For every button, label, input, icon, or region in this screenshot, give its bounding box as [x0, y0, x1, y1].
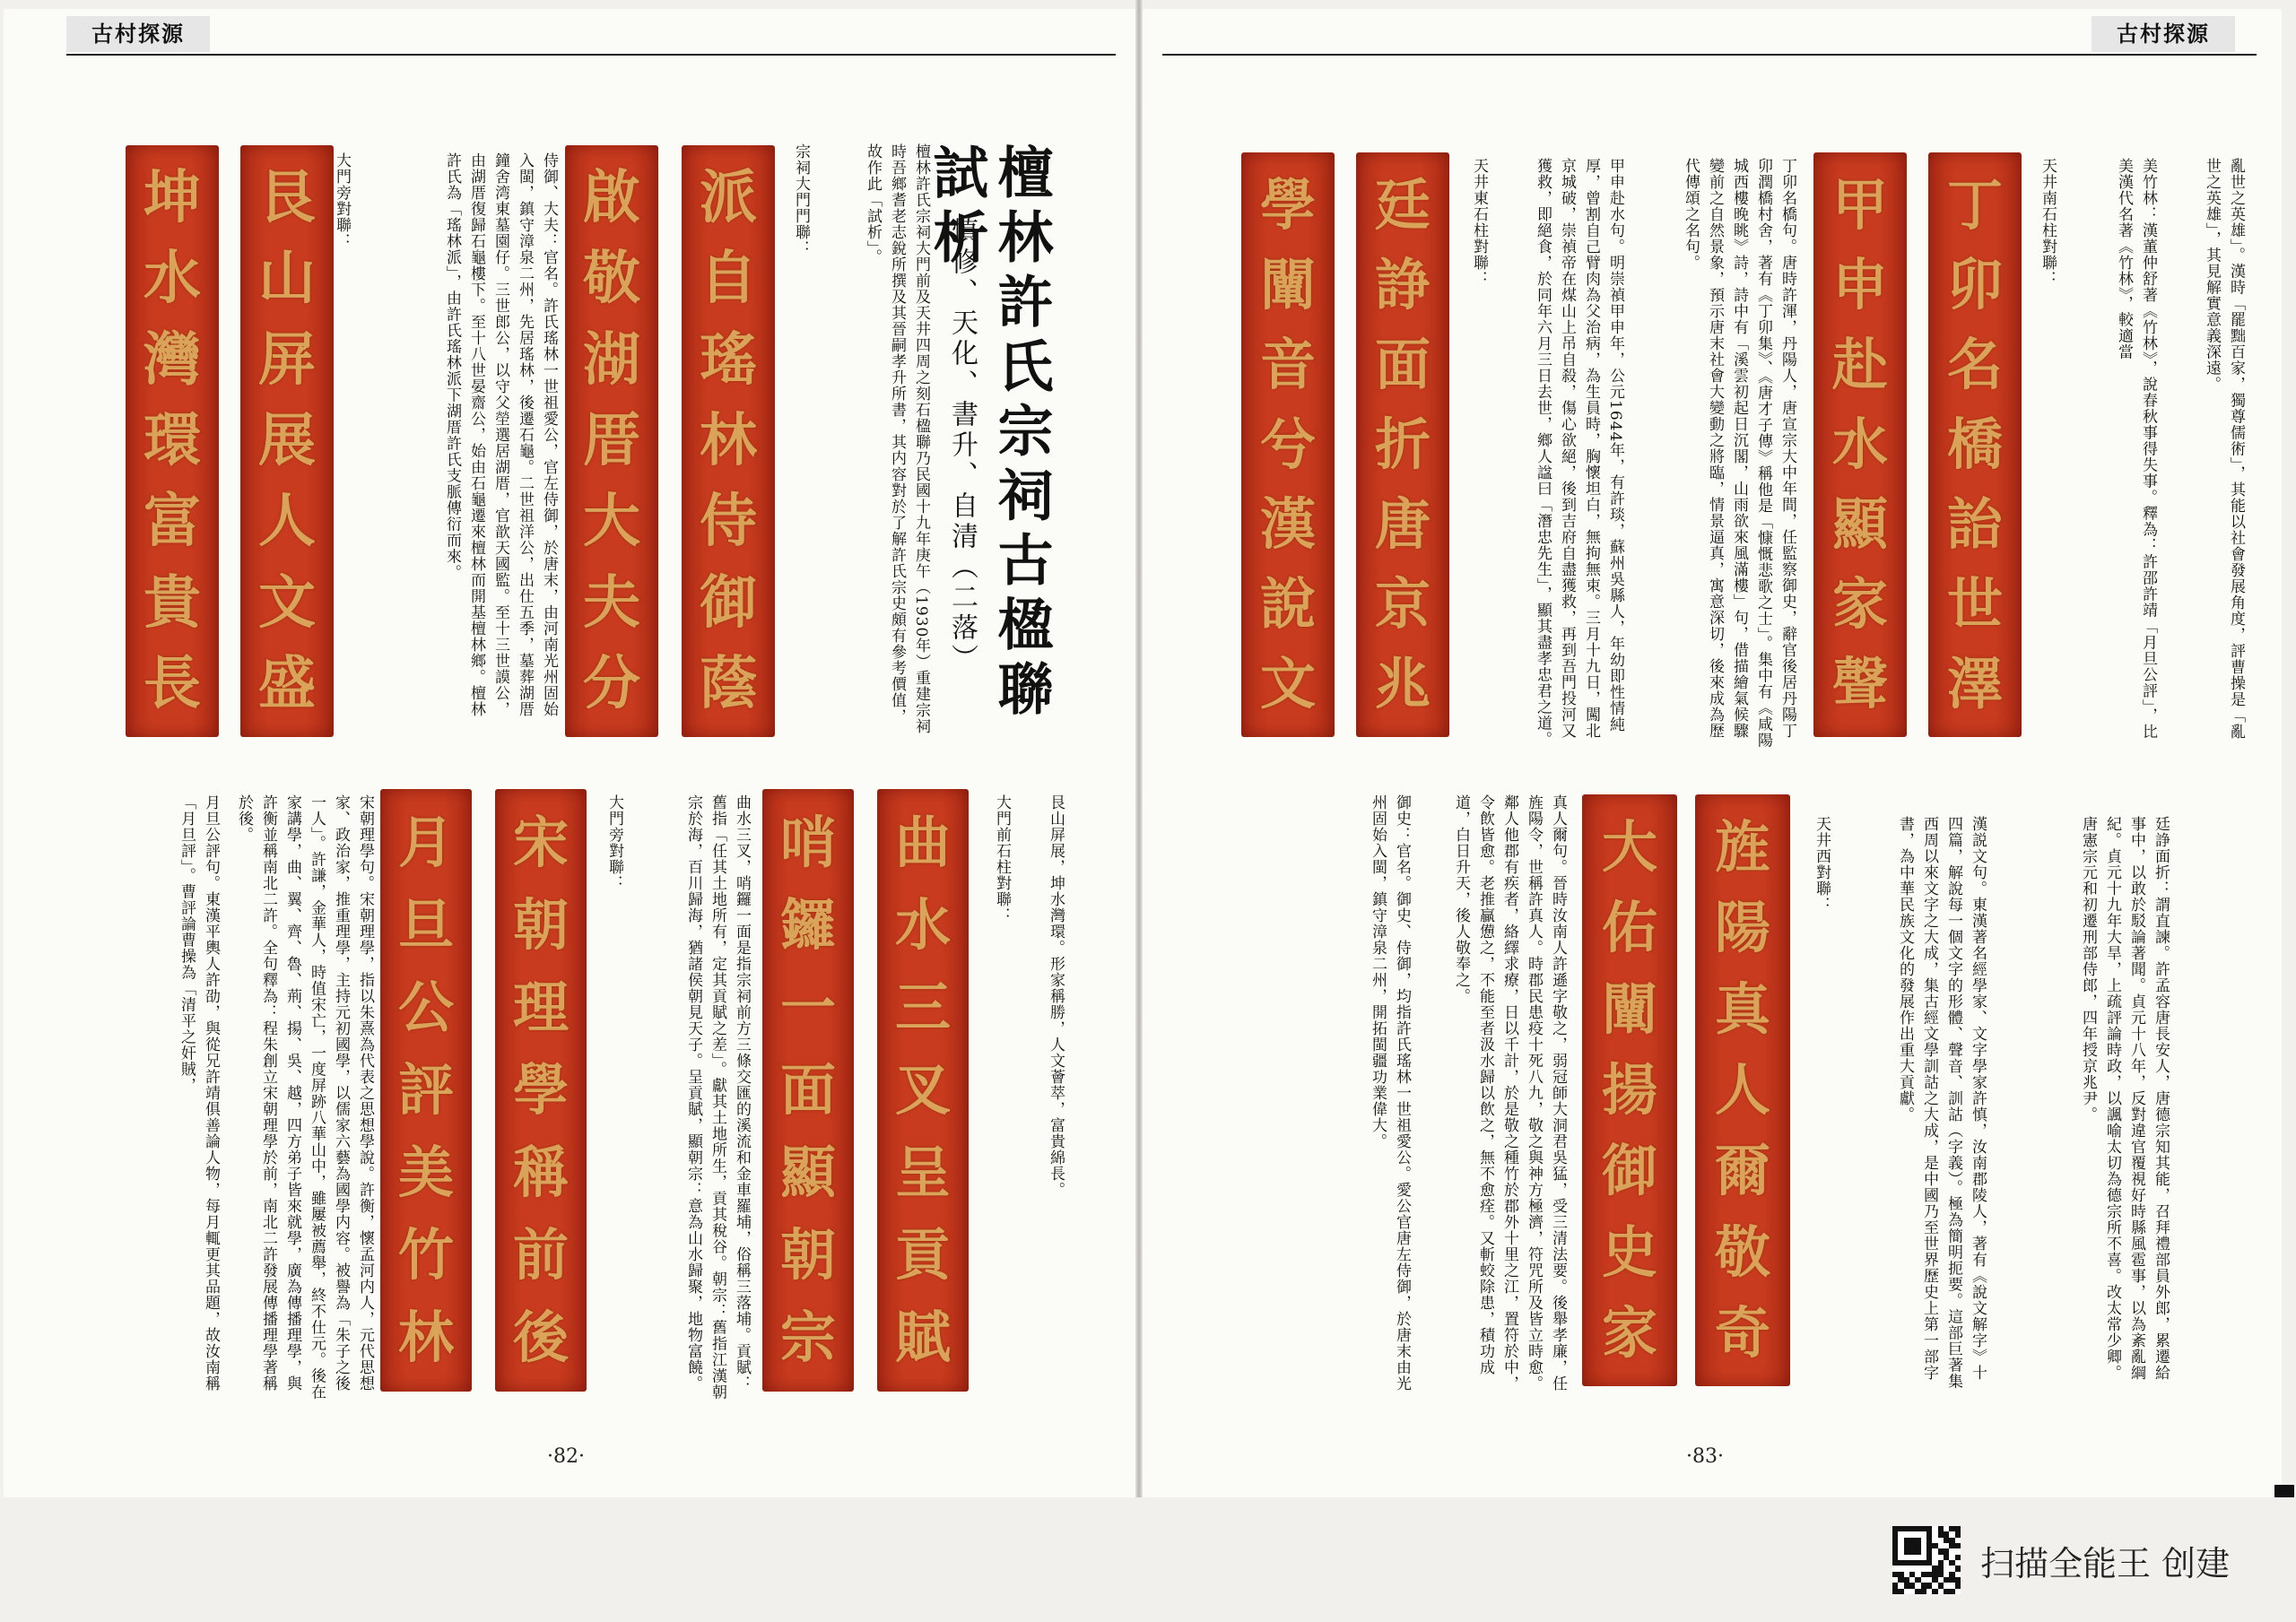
- text-col-m: 甲申赴水句。明崇禎甲申年，公元1644年，有許琰，蘇州吳縣人，年幼即性情純厚，曾割自己臂肉為父治病，為生員時，胸懷坦白，無拘無束。三月十九日，闖北京城破，崇禎帝在煤山上吊自殺，傷心欲絕，後到吉府自盡獲救，再到吾門投河又獲救，即絕食，於同年六月三日去世，鄉人諡曰「潛忠先生」，顯其盡孝忠君之道。: [1534, 158, 1624, 748]
- couplet-character: 派: [700, 164, 757, 232]
- couplet-character: 申: [1831, 251, 1888, 317]
- text-col-p: 漢説文句。東漢著名經學家、文字學家許慎，汝南郡陵人，著有《說文解字》十四篇，解說每一個文字的形體、聲音、訓詁（字義）。極為簡明扼要。這部巨著集西周以來文字之大成，集古經文學訓詁之大成，是中國乃至世界歷史上第一部字書，為中華民族文化的發展作出重大貢獻。: [1896, 816, 1987, 1390]
- text-col-l: 丁卯名橋句。唐時許渾，丹陽人，唐宣宗大中年間，任監察御史，辭官後居丹陽丁卯潤橋村舍，著有《丁卯集》、《唐才子傳》稱他是「慷慨悲歌之士」。集中有《咸陽城西樓晚眺》詩，詩中有「溪雲初起日沉閣，山雨欲來風滿樓」句，借描繪氣候驟變前之自然景象，預示唐末社會大變動之將臨，情景逼真，寓意深切，後來成為歷代傳頌之名句。: [1682, 158, 1796, 749]
- couplet-character: 闡: [1259, 251, 1316, 317]
- couplet-panel-9: [1241, 152, 1335, 737]
- text-col-r: 真人爾句。晉時汝南人許遜字敬之，弱冠師大洞君吳猛，受三清法要。後舉孝廉，任旌陽令，世稱許真人。時郡民患疫十死八九，敬之與神方極濟，符咒所及皆立時愈。鄰人他郡有疾者，絡繹求療，日以千計，於是敬之種竹於郡外十里之江，置符於中，令飲皆愈。老推贏憊之，不能至者汲水歸以飲之，無不愈痊。又斬蛟除患，積功成道，白日升天，後人敬奉之。: [1452, 794, 1567, 1392]
- couplet-character: 陽: [1714, 895, 1770, 961]
- couplet-character: 文: [258, 568, 316, 637]
- couplet-character: 爾: [1714, 1138, 1770, 1204]
- couplet-character: 前: [512, 1222, 569, 1288]
- couplet-character: 卯: [1946, 251, 2003, 317]
- couplet-character: 朝: [779, 1222, 836, 1288]
- couplet-character: 兮: [1259, 411, 1316, 477]
- couplet-character: 曲: [894, 810, 951, 875]
- couplet-character: 水: [894, 892, 951, 958]
- couplet-character: 奇: [1714, 1299, 1770, 1366]
- couplet-character: 盛: [258, 649, 316, 717]
- couplet-character: 敬: [1714, 1219, 1770, 1285]
- couplet-character: 顯: [779, 1140, 836, 1205]
- text-col-q-label: 天井西對聯：: [1813, 816, 1831, 913]
- couplet-character: 澤: [1946, 651, 2003, 717]
- couplet-character: 廷: [1374, 171, 1431, 238]
- couplet-character: 朝: [512, 892, 569, 958]
- couplet-character: 三: [894, 975, 951, 1040]
- couplet-character: 家: [1831, 571, 1888, 638]
- left-header-rule: [66, 54, 1116, 56]
- couplet-character: 旦: [397, 892, 454, 958]
- couplet-character: 世: [1946, 571, 2003, 638]
- couplet-panel-7: [762, 789, 854, 1392]
- couplet-character: 自: [700, 245, 757, 313]
- text-col-n-label: 天井東石柱對聯：: [1470, 158, 1488, 287]
- couplet-panel-11: [1813, 152, 1907, 737]
- couplet-character: 貢: [894, 1222, 951, 1288]
- couplet-character: 公: [397, 975, 454, 1040]
- couplet-character: 甲: [1831, 171, 1888, 238]
- couplet-character: 敬: [583, 245, 640, 313]
- couplet-character: 展: [258, 406, 316, 474]
- text-col-s: 御史：官名。御史、侍御，均指許氏瑤林一世祖愛公。愛公官唐左侍御，於唐末由光州固始入閩，鎮守漳泉二州，開拓閩疆功業偉大。: [1369, 794, 1411, 1392]
- couplet-character: 水: [144, 245, 201, 313]
- book-spine: [1135, 0, 1143, 1497]
- couplet-character: 人: [1714, 1056, 1770, 1123]
- text-col-k-label: 天井南石柱對聯：: [2039, 158, 2057, 287]
- couplet-character: 分: [583, 649, 640, 717]
- couplet-character: 叉: [894, 1057, 951, 1123]
- page-number-left: ·82·: [547, 1445, 585, 1468]
- couplet-character: 後: [512, 1305, 569, 1370]
- couplet-panel-6: [495, 789, 587, 1392]
- couplet-character: 御: [1601, 1138, 1657, 1204]
- couplet-character: 大: [1601, 814, 1657, 880]
- couplet-panel-8: [877, 789, 969, 1392]
- couplet-character: 闡: [1601, 976, 1657, 1042]
- couplet-character: 真: [1714, 976, 1770, 1042]
- right-header-rule: [1162, 54, 2257, 56]
- couplet-character: 揚: [1601, 1056, 1657, 1123]
- couplet-character: 富: [144, 488, 201, 556]
- couplet-character: 人: [258, 488, 316, 556]
- couplet-character: 評: [397, 1057, 454, 1123]
- couplet-character: 艮: [258, 164, 316, 232]
- couplet-panel-14: [1695, 794, 1790, 1386]
- couplet-character: 侍: [700, 488, 757, 556]
- couplet-character: 湖: [583, 325, 640, 394]
- text-col-e: 曲水三叉，哨鑼一面是指宗祠前方三條交匯的溪流和金車羅埔，俗稱三落埔。貢賦：舊指「任其土地所有，定其貢賦之差」。獻其土地所生，貢其稅谷。朝宗：舊指江漢朝宗於海，百川歸海，猶諸侯朝見天子。呈貢賦，顯朝宗：意為山水歸聚，地物富饒。: [684, 794, 751, 1401]
- couplet-character: 稱: [512, 1140, 569, 1205]
- couplet-character: 唐: [1374, 491, 1431, 558]
- couplet-panel-5: [380, 789, 472, 1392]
- scanner-watermark: [1892, 1524, 2230, 1596]
- couplet-character: 宋: [512, 810, 569, 875]
- couplet-character: 旌: [1714, 814, 1770, 880]
- couplet-character: 長: [144, 649, 201, 717]
- qr-code-icon: [1892, 1526, 1961, 1594]
- couplet-character: 史: [1601, 1219, 1657, 1285]
- couplet-character: 啟: [583, 164, 640, 232]
- couplet-character: 林: [397, 1305, 454, 1370]
- scanner-watermark-text: 扫描全能王 创建: [1980, 1543, 2231, 1583]
- couplet-character: 林: [700, 406, 757, 474]
- article-byline: 慎修、天化、書升、自清（二落）: [946, 217, 978, 674]
- couplet-character: 環: [144, 406, 201, 474]
- couplet-character: 聲: [1831, 651, 1888, 717]
- couplet-character: 賦: [894, 1305, 951, 1370]
- couplet-character: 坤: [144, 164, 201, 232]
- couplet-character: 說: [1259, 571, 1316, 638]
- couplet-character: 名: [1946, 331, 2003, 397]
- couplet-character: 佑: [1601, 895, 1657, 961]
- text-col-d-label: 大門前石柱對聯：: [993, 794, 1011, 924]
- article-title: 檀林許氏宗祠古楹聯試析: [924, 143, 1054, 724]
- couplet-character: 夫: [583, 568, 640, 637]
- couplet-character: 水: [1831, 411, 1888, 477]
- text-col-o: 廷諍面折：謂直諫。許孟容唐長安人，唐德宗知其能，召拜禮部員外郎，累遷給事中，以敢於駁論著聞。貞元十八年，反對違官覆視好時縣風雹事，以為紊亂綱紀。貞元十九年大旱，上疏評論時政，以諷喻太切為德宗所不喜。改太常少卿。唐憲宗元和初遷刑部侍郎，四年授京兆尹。: [2079, 816, 2170, 1381]
- couplet-panel-4: [682, 145, 775, 737]
- couplet-character: 顯: [1831, 491, 1888, 558]
- couplet-character: 丁: [1946, 171, 2003, 238]
- couplet-panel-13: [1582, 794, 1677, 1386]
- couplet-character: 美: [397, 1140, 454, 1205]
- couplet-character: 屏: [258, 325, 316, 394]
- article-intro: 檀林許氏宗祠大門前及天井四周之刻石楹聯乃民國十九年庚午（1930年）重建宗祠時吾鄉耆老志銳所撰及其晉嗣孝升所書，其内容對於了解許氏宗史頗有參考價值，故作此「試析」。: [864, 143, 930, 735]
- couplet-character: 面: [1374, 331, 1431, 397]
- page-edge-mark: [2274, 1485, 2294, 1497]
- right-header-tab: 古村探源: [2092, 16, 2235, 52]
- couplet-character: 家: [1601, 1299, 1657, 1366]
- couplet-panel-1: [126, 145, 219, 737]
- couplet-character: 哨: [779, 810, 836, 875]
- couplet-character: 御: [700, 568, 757, 637]
- couplet-character: 貴: [144, 568, 201, 637]
- couplet-character: 一: [779, 975, 836, 1040]
- couplet-character: 月: [397, 810, 454, 875]
- couplet-character: 詒: [1946, 491, 2003, 558]
- text-col-b-label: 大門旁對聯：: [333, 152, 351, 249]
- couplet-character: 大: [583, 488, 640, 556]
- couplet-panel-10: [1356, 152, 1449, 737]
- couplet-character: 竹: [397, 1222, 454, 1288]
- couplet-character: 山: [258, 245, 316, 313]
- couplet-panel-2: [240, 145, 334, 737]
- couplet-character: 面: [779, 1057, 836, 1123]
- text-col-i: 亂世之英雄」。漢時「罷黜百家，獨尊儒術」，其能以社會發展角度，評曹操是「亂世之英雄」，其見解實意義深遠。: [2203, 158, 2245, 740]
- couplet-character: 諍: [1374, 251, 1431, 317]
- couplet-character: 折: [1374, 411, 1431, 477]
- couplet-character: 橋: [1946, 411, 2003, 477]
- couplet-character: 宗: [779, 1305, 836, 1370]
- left-header-tab: 古村探源: [66, 16, 210, 52]
- page-number-right: ·83·: [1686, 1445, 1724, 1468]
- couplet-character: 學: [512, 1057, 569, 1123]
- couplet-character: 灣: [144, 325, 201, 394]
- couplet-character: 兆: [1374, 651, 1431, 717]
- couplet-character: 蔭: [700, 649, 757, 717]
- couplet-character: 呈: [894, 1140, 951, 1205]
- text-col-g: 宋朝理學句。宋朝理學，指以朱熹為代表之思想學說。許衡，懷孟河内人，元代思想家、政治家，推重理學，主持元初國學，以儒家六藝為國學内容。被譽為「朱子之後一人」。許謙，金華人，時值宋亡，一度屏跡八華山中，雖屢被薦舉，終不仕元。後在家講學，曲、翼、齊、魯、荊、揚、吳、越，四方弟子皆來就學，廣為傳播理學，與許衡並稱南北二許。全句釋為：程朱創立宋朝理學於前，南北二許發展傳播理學著稱於後。: [235, 794, 374, 1401]
- couplet-panel-12: [1928, 152, 2022, 737]
- text-col-a: 侍御、大夫：官名。許氏瑤林一世祖愛公，官左侍御，於唐末，由河南光州固始入閩，鎮守漳泉二州，先居瑤林，後遷石龜。二世祖洋公，出仕五季，墓葬湖厝鐘舍湾東墓園仔。三世郎公，以守父塋選居湖厝，官歆天國監。至十三世謨公，由湖厝復歸石龜樓下。至十八世晏齋公，始由石龜遷來檀林而開基檀林鄉。檀林許氏為「瑤林派」，由許氏瑤林派下湖厝許氏支脈傳衍而來。: [443, 152, 558, 717]
- couplet-character: 京: [1374, 571, 1431, 638]
- text-col-f-label: 大門旁對聯：: [605, 794, 623, 891]
- couplet-character: 理: [512, 975, 569, 1040]
- text-col-j: 美竹林：漢董仲舒著《竹林》，說春秋事得失事。釋為：許邵許靖「月旦公評」，比美漢代名著《竹林》，較適當: [2115, 158, 2157, 740]
- couplet-character: 音: [1259, 331, 1316, 397]
- couplet-character: 文: [1259, 651, 1316, 717]
- couplet-character: 漢: [1259, 491, 1316, 558]
- couplet-panel-3: [565, 145, 658, 737]
- couplet-character: 瑤: [700, 325, 757, 394]
- couplet-character: 赴: [1831, 331, 1888, 397]
- couplet-character: 學: [1259, 171, 1316, 238]
- text-col-h: 月旦公評句。東漢平輿人許劭，與從兄許靖俱善論人物，每月輒更其品題，故汝南稱「月旦評」。曹評論曹操為「清平之奸賊，: [178, 794, 220, 1392]
- main-door-label: 宗祠大門門聯：: [792, 143, 810, 256]
- couplet-character: 厝: [583, 406, 640, 474]
- text-col-c: 艮山屏展，坤水灣環。形家稱勝，人文薈萃，富貴綿長。: [1047, 794, 1065, 1198]
- couplet-character: 鑼: [779, 892, 836, 958]
